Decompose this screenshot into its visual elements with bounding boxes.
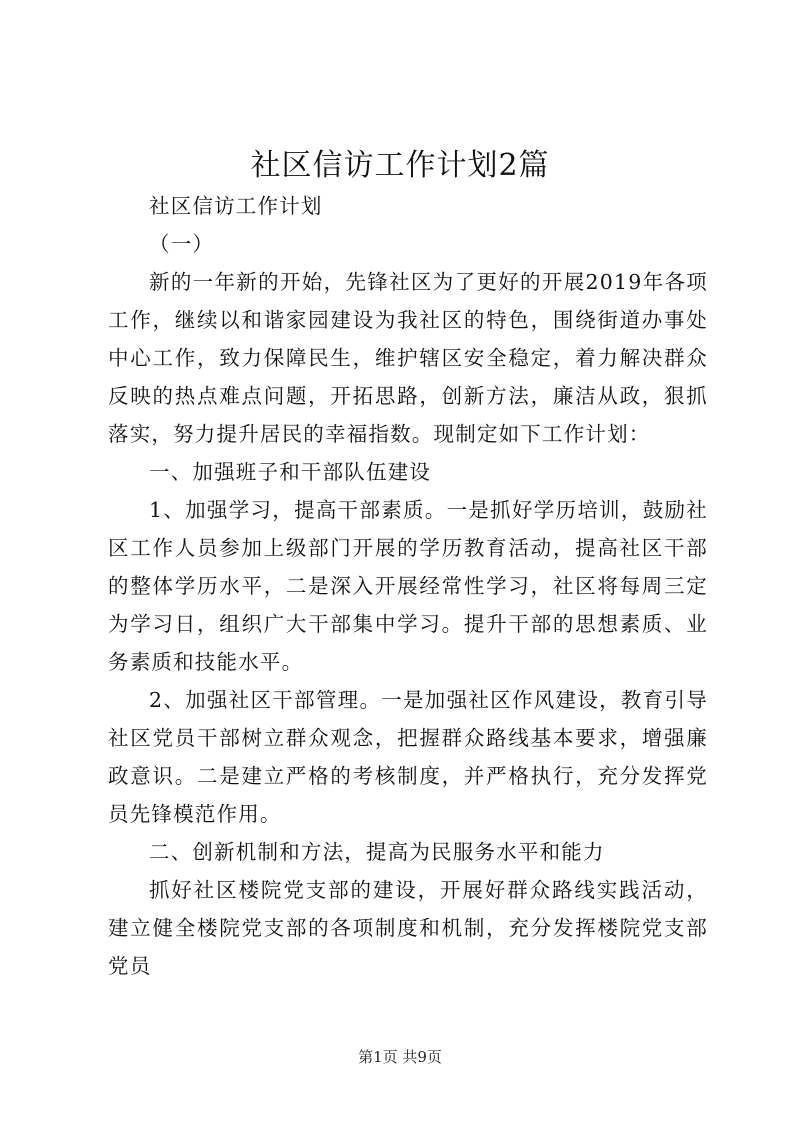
paragraph-heading-1: 一、加强班子和干部队伍建设	[149, 460, 432, 484]
paragraph-item-2: 2、加强社区干部管理。一是加强社区作风建设，教育引导社区党员干部树立群众观念，把握群众路线基本要求，增强廉政意识。二是建立严格的考核制度，并严格执行，充分发挥党员先锋模范作用。	[108, 688, 708, 826]
paragraph-heading-2: 二、创新机制和方法，提高为民服务水平和能力	[149, 840, 605, 864]
paragraph-intro: 新的一年新的开始，先锋社区为了更好的开展2019年各项工作，继续以和谐家园建设为我社区的特色，围绕街道办事处中心工作，致力保障民生，维护辖区安全稳定，着力解决群众反映的热点难点问题，开拓思路，创新方法，廉洁从政，狠抓落实，努力提升居民的幸福指数。现制定如下工作计划：	[108, 270, 708, 446]
document-title: 社区信访工作计划2篇	[250, 148, 550, 183]
paragraph-subtitle: 社区信访工作计划	[149, 194, 323, 218]
document-body	[108, 187, 708, 985]
paragraph-section-number: （一）	[149, 232, 215, 256]
page-footer: 第1页 共9页	[358, 1048, 442, 1066]
paragraph-body-2: 抓好社区楼院党支部的建设，开展好群众路线实践活动，建立健全楼院党支部的各项制度和机制，充分发挥楼院党支部党员	[108, 878, 708, 978]
paragraph-item-1: 1、加强学习，提高干部素质。一是抓好学历培训，鼓励社区工作人员参加上级部门开展的学历教育活动，提高社区干部的整体学历水平，二是深入开展经常性学习，社区将每周三定为学习日，组织广大干部集中学习。提升干部的思想素质、业务素质和技能水平。	[108, 498, 708, 674]
